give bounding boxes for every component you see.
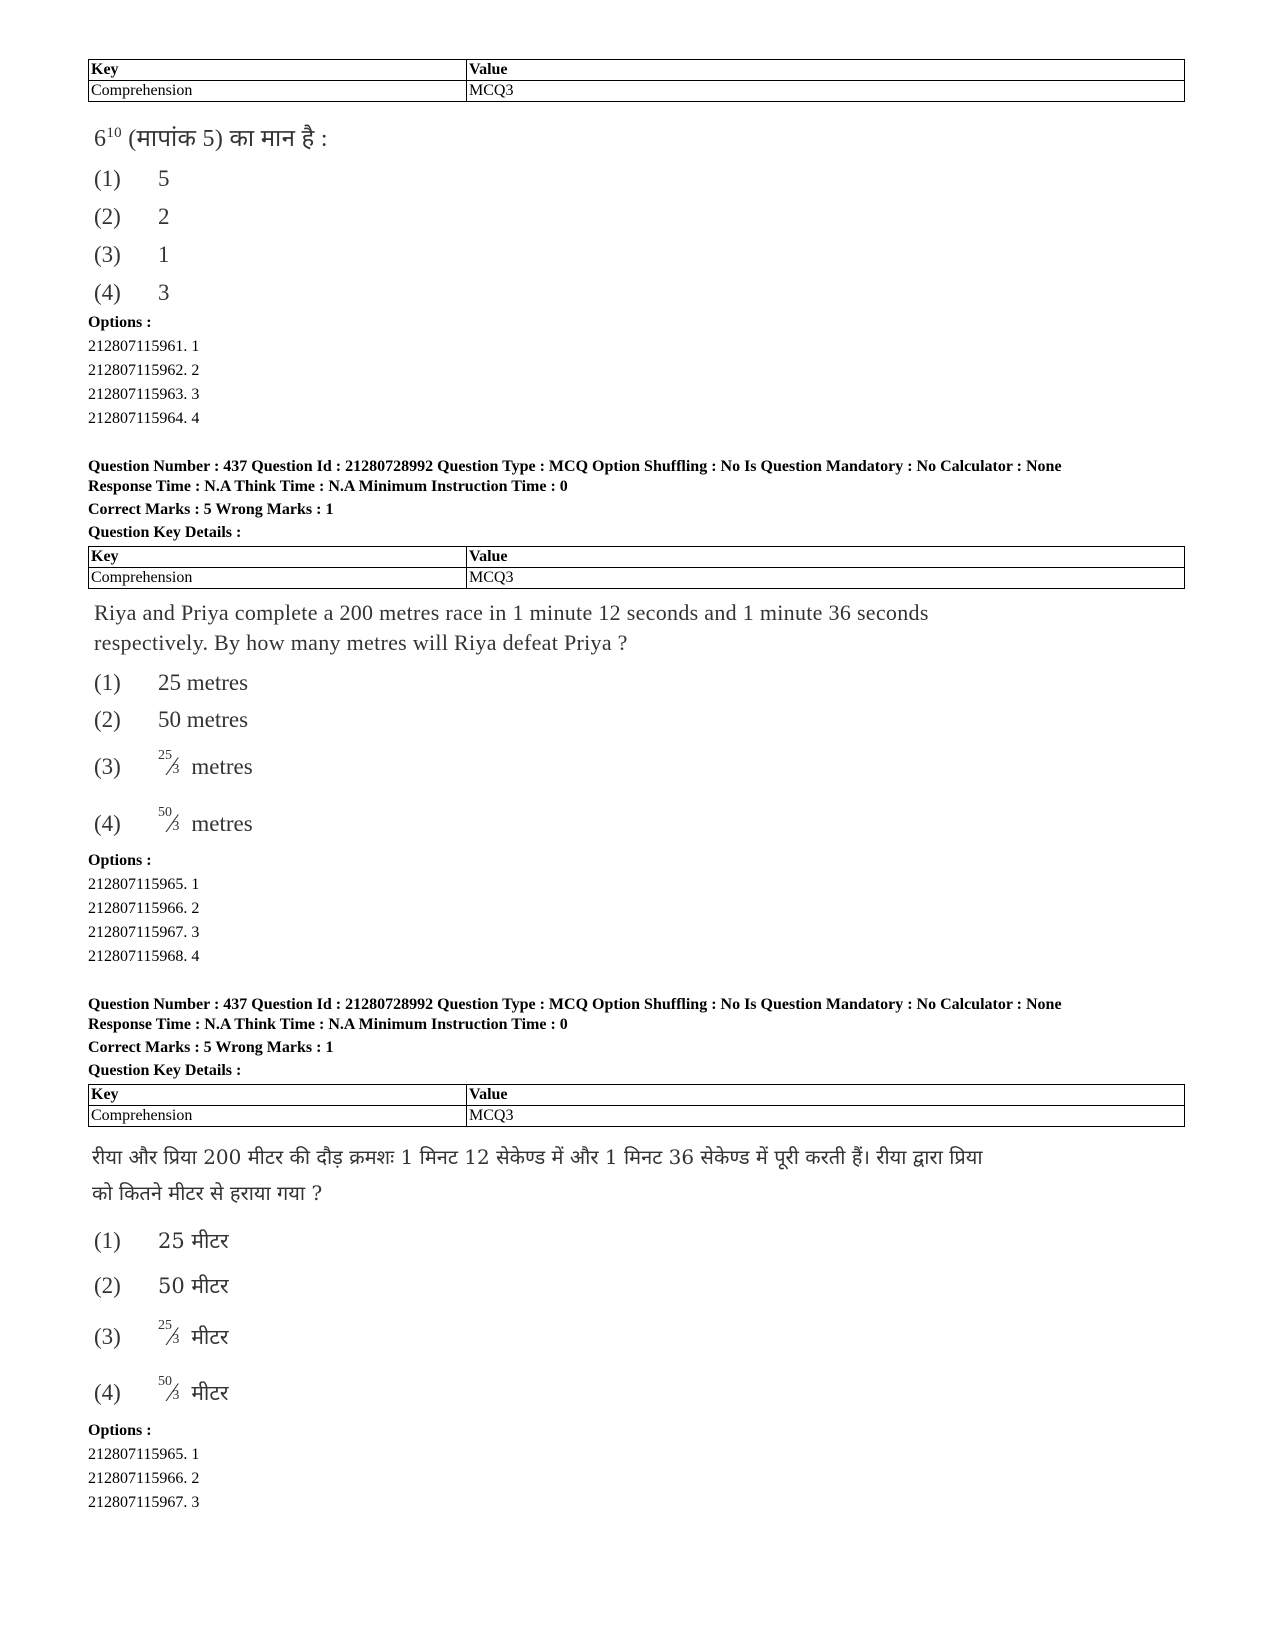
question-rest: (मापांक 5) का मान है : [121,126,328,152]
choice-item: (1) 5 [94,166,170,191]
option-line: 212807115967. 3 [88,1494,200,1511]
question-meta-3 [88,995,1062,1081]
table-header-value: Value [467,547,1185,568]
meta-line: Question Number : 437 Question Id : 21280728992 Question Type : MCQ Option Shuffling : No Is Question Mandatory : No Calculator : None [88,458,1062,475]
table-cell-key: Comprehension [89,568,467,589]
question-text-line: को कितने मीटर से हराया गया ? [92,1181,323,1205]
key-details-table-1 [88,59,1185,102]
option-line: 212807115965. 1 [88,1446,200,1463]
question-text-line: रीया और प्रिया 200 मीटर की दौड़ क्रमशः 1 मिनट 12 सेकेण्ड में और 1 मिनट 36 सेकेण्ड में पूरी करती हैं। रीया द्वारा प्रिया [92,1145,983,1169]
options-label: Options : [88,1422,152,1439]
options-section-1 [88,311,199,431]
question-image-2 [94,598,1184,658]
question-image-1 [94,118,328,154]
choice-item: (1) 25 मीटर [94,1228,229,1253]
choice-item: (4) $^{50}$ ⁄ $_3$ मीटर [94,1374,229,1407]
choice-item: (2) 50 मीटर [94,1273,229,1298]
choice-list-3 [86,1219,229,1421]
choice-item: (4) $^{50}$ ⁄ $_3$ metres [94,805,253,838]
question-image-3 [92,1139,1192,1211]
table-header-key: Key [89,60,467,81]
option-line: 212807115964. 4 [88,410,200,427]
question-text-line: respectively. By how many metres will Riya defeat Priya ? [94,630,628,655]
meta-line: Response Time : N.A Think Time : N.A Minimum Instruction Time : 0 [88,1016,568,1033]
meta-line: Response Time : N.A Think Time : N.A Minimum Instruction Time : 0 [88,478,568,495]
choice-item: (4) 3 [94,280,170,305]
table-cell-value: MCQ3 [467,568,1185,589]
options-label: Options : [88,852,152,869]
table-header-key: Key [89,1085,467,1106]
options-section-2 [88,849,199,969]
table-header-value: Value [467,60,1185,81]
option-line: 212807115968. 4 [88,948,200,965]
option-line: 212807115967. 3 [88,924,200,941]
choice-item: (2) 50 metres [94,706,249,732]
option-line: 212807115962. 2 [88,362,200,379]
table-cell-key: Comprehension [89,81,467,102]
meta-line: Correct Marks : 5 Wrong Marks : 1 [88,501,334,518]
question-text [94,118,328,154]
question-meta-2 [88,457,1062,543]
option-line: 212807115961. 1 [88,338,200,355]
option-line: 212807115966. 2 [88,1470,200,1487]
table-cell-value: MCQ3 [467,81,1185,102]
meta-line: Correct Marks : 5 Wrong Marks : 1 [88,1039,334,1056]
meta-line: Question Number : 437 Question Id : 21280728992 Question Type : MCQ Option Shuffling : No Is Question Mandatory : No Calculator : None [88,996,1062,1013]
option-line: 212807115966. 2 [88,900,200,917]
choice-list-2 [86,664,253,852]
table-cell-value: MCQ3 [467,1106,1185,1127]
option-line: 212807115963. 3 [88,386,200,403]
meta-line: Question Key Details : [88,1062,242,1079]
choice-item: (3) $^{25}$ ⁄ $_3$ metres [94,748,253,781]
fraction: $^{50}$ ⁄ $_3$ [158,1374,180,1407]
option-line: 212807115965. 1 [88,876,200,893]
table-header-key: Key [89,547,467,568]
question-text-line: Riya and Priya complete a 200 metres race in 1 minute 12 seconds and 1 minute 36 seconds [94,600,929,625]
choice-item: (3) 1 [94,242,170,267]
question-exponent: 10 [106,125,122,141]
fraction: $^{25}$ ⁄ $_3$ [158,748,180,781]
choice-item: (2) 2 [94,204,170,229]
choice-list-1 [86,160,170,312]
meta-line: Question Key Details : [88,524,242,541]
choice-item: (1) 25 metres [94,669,249,695]
table-cell-key: Comprehension [89,1106,467,1127]
fraction: $^{25}$ ⁄ $_3$ [158,1318,180,1351]
table-header-value: Value [467,1085,1185,1106]
options-label: Options : [88,314,152,331]
key-details-table-2 [88,546,1185,589]
fraction: $^{50}$ ⁄ $_3$ [158,805,180,838]
choice-item: (3) $^{25}$ ⁄ $_3$ मीटर [94,1318,229,1351]
options-section-3 [88,1419,199,1515]
key-details-table-3 [88,1084,1185,1127]
question-base: 6 [94,126,107,152]
